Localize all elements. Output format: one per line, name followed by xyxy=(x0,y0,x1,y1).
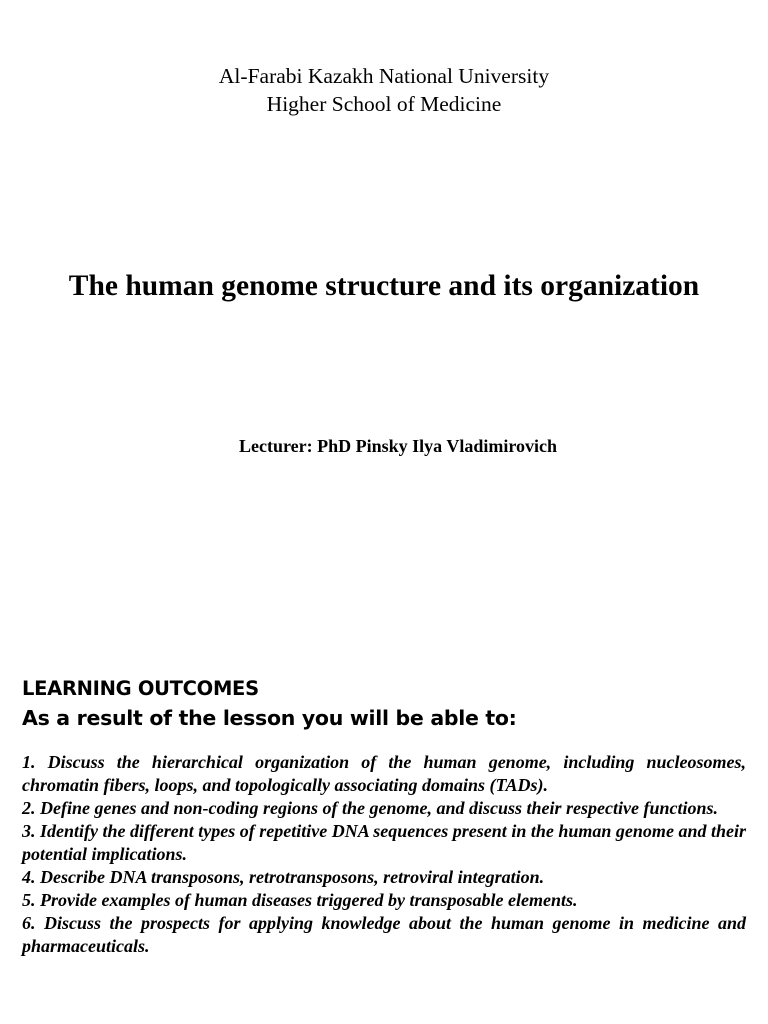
outcome-list xyxy=(22,751,746,958)
document-title: The human genome structure and its organization xyxy=(68,270,700,302)
lecturer-line: Lecturer: PhD Pinsky Ilya Vladimirovich xyxy=(238,436,557,456)
outcome-item-6: 6. Discuss the prospects for applying knowledge about the human genome in medicine and pharmaceuticals. xyxy=(22,913,746,956)
university-name: Al-Farabi Kazakh National University xyxy=(218,64,550,88)
outcome-item-5: 5. Provide examples of human diseases triggered by transposable elements. xyxy=(22,890,578,910)
learning-outcomes-section xyxy=(22,675,746,958)
learning-outcomes-heading: LEARNING OUTCOMES xyxy=(22,677,259,700)
outcome-item-2: 2. Define genes and non-coding regions of the genome, and discuss their respective functions. xyxy=(22,798,719,818)
learning-outcomes-subheading: As a result of the lesson you will be able to: xyxy=(22,706,517,730)
school-name: Higher School of Medicine xyxy=(266,92,502,116)
outcome-item-4: 4. Describe DNA transposons, retrotransposons, retroviral integration. xyxy=(22,867,545,887)
institution-header xyxy=(0,62,768,118)
outcome-item-1: 1. Discuss the hierarchical organization of the human genome, including nucleosomes, chromatin fibers, loops, and topologically associating domains (TADs). xyxy=(22,752,746,795)
outcome-item-3: 3. Identify the different types of repetitive DNA sequences present in the human genome and their potential implications. xyxy=(22,821,746,864)
